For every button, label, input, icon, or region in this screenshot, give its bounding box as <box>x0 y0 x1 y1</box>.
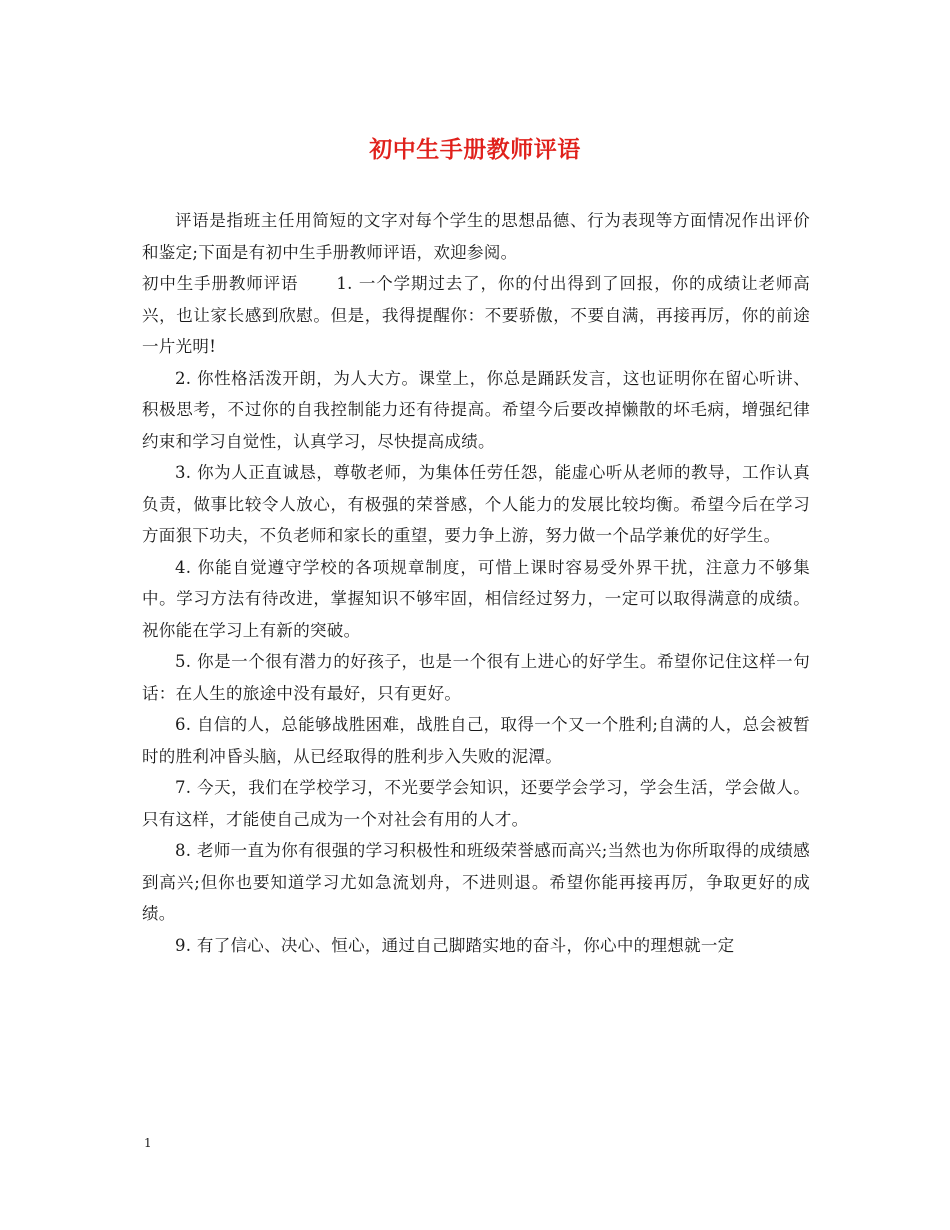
comment-item-4: 4. 你能自觉遵守学校的各项规章制度，可惜上课时容易受外界干扰，注意力不够集中。学习方法有待改进，掌握知识不够牢固，相信经过努力，一定可以取得满意的成绩。祝你能在学习上有新的突破。 <box>142 557 810 640</box>
comment-item-6: 6. 自信的人，总能够战胜困难，战胜自己，取得一个又一个胜利;自满的人，总会被暂时的胜利冲昏头脑，从已经取得的胜利步入失败的泥潭。 <box>142 715 810 766</box>
page-number: 1 <box>144 1136 152 1150</box>
document-body <box>142 205 810 961</box>
section-label: 初中生手册教师评语 <box>142 274 299 293</box>
comment-item-9: 9. 有了信心、决心、恒心，通过自己脚踏实地的奋斗，你心中的理想就一定 <box>175 935 735 955</box>
comment-item-5: 5. 你是一个很有潜力的好孩子，也是一个很有上进心的好学生。希望你记住这样一句话：在人生的旅途中没有最好，只有更好。 <box>142 652 810 703</box>
intro-paragraph: 评语是指班主任用简短的文字对每个学生的思想品德、行为表现等方面情况作出评价和鉴定;下面是有初中生手册教师评语，欢迎参阅。 <box>142 211 810 262</box>
document-title: 初中生手册教师评语 <box>369 136 581 163</box>
comment-item-7: 7. 今天，我们在学校学习，不光要学会知识，还要学会学习，学会生活，学会做人。只有这样，才能使自己成为一个对社会有用的人才。 <box>142 778 810 829</box>
comment-item-8: 8. 老师一直为你有很强的学习积极性和班级荣誉感而高兴;当然也为你所取得的成绩感到高兴;但你也要知道学习尤如急流划舟，不进则退。希望你能再接再厉，争取更好的成绩。 <box>142 841 810 923</box>
comment-item-1: 1. 一个学期过去了，你的付出得到了回报，你的成绩让老师高兴，也让家长感到欣慰。但是，我得提醒你：不要骄傲，不要自满，再接再厉，你的前途一片光明! <box>142 274 811 356</box>
first-item-paragraph <box>142 268 810 363</box>
comment-item-3: 3. 你为人正直诚恳，尊敬老师，为集体任劳任怨，能虚心听从老师的教导，工作认真负责，做事比较令人放心，有极强的荣誉感，个人能力的发展比较均衡。希望今后在学习方面狠下功夫，不负老师和家长的重望，要力争上游，努力做一个品学兼优的好学生。 <box>142 463 810 545</box>
comment-item-2: 2. 你性格活泼开朗，为人大方。课堂上，你总是踊跃发言，这也证明你在留心听讲、积极思考，不过你的自我控制能力还有待提高。希望今后要改掉懒散的坏毛病，增强纪律约束和学习自觉性，认真学习，尽快提高成绩。 <box>142 368 810 451</box>
